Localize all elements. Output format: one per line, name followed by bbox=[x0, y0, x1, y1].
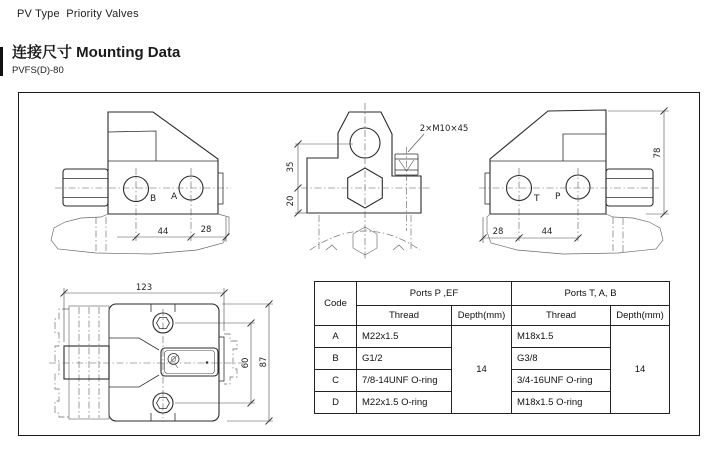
port-a-label: A bbox=[171, 192, 178, 202]
code-cell: A bbox=[315, 326, 357, 348]
dim-87: 87 bbox=[259, 356, 269, 368]
adjust-knob bbox=[63, 169, 108, 206]
p-depth-cell: 14 bbox=[452, 326, 512, 414]
dim-28-left: 28 bbox=[200, 225, 212, 235]
bolt-note-label: 2×M10×45 bbox=[419, 124, 469, 134]
valve-body-outline-right bbox=[490, 110, 606, 214]
header-depth-p: Depth(mm) bbox=[452, 306, 512, 326]
drawing-frame bbox=[18, 92, 700, 436]
header-thread-p: Thread bbox=[357, 306, 452, 326]
dim-20: 20 bbox=[286, 195, 296, 207]
p-thread-cell: M22x1.5 bbox=[357, 326, 452, 348]
dim-44-right: 44 bbox=[541, 227, 553, 237]
valve-body-outline bbox=[108, 112, 218, 214]
port-b-label: B bbox=[150, 194, 157, 204]
port-p-label: P bbox=[555, 192, 561, 202]
dim-123: 123 bbox=[135, 283, 153, 293]
side-view-right bbox=[479, 108, 669, 255]
header-ports-p-ef: Ports P ,EF bbox=[357, 282, 512, 306]
valve-front-outline bbox=[307, 112, 421, 213]
doc-title: PV Type Priority Valves bbox=[17, 8, 139, 20]
code-cell: B bbox=[315, 348, 357, 370]
dim-78: 78 bbox=[653, 147, 663, 159]
header-code: Code bbox=[315, 282, 357, 326]
port-spec-table bbox=[314, 281, 670, 414]
t-depth-cell: 14 bbox=[611, 326, 670, 414]
code-cell: C bbox=[315, 370, 357, 392]
adjust-knob-right bbox=[606, 169, 653, 206]
p-thread-cell: M22x1.5 O-ring bbox=[357, 392, 452, 414]
side-view-left bbox=[51, 112, 231, 254]
dim-60: 60 bbox=[241, 357, 251, 369]
p-thread-cell: G1/2 bbox=[357, 348, 452, 370]
dim-28-right: 28 bbox=[492, 227, 504, 237]
dim-44-left: 44 bbox=[157, 227, 169, 237]
t-thread-cell: 3/4-16UNF O-ring bbox=[512, 370, 611, 392]
top-view bbox=[49, 283, 273, 425]
p-thread-cell: 7/8-14UNF O-ring bbox=[357, 370, 452, 392]
t-thread-cell: G3/8 bbox=[512, 348, 611, 370]
dim-35: 35 bbox=[286, 161, 296, 173]
nameplate bbox=[161, 348, 218, 376]
shaft bbox=[64, 346, 109, 379]
code-cell: D bbox=[315, 392, 357, 414]
valve-top-outline bbox=[109, 304, 219, 421]
section-title: 连接尺寸 Mounting Data bbox=[12, 44, 181, 61]
subplate-phantom-right bbox=[487, 214, 663, 254]
port-t-label: T bbox=[534, 194, 540, 204]
t-thread-cell: M18x1.5 bbox=[512, 326, 611, 348]
page-edge-mark bbox=[0, 47, 3, 76]
front-view bbox=[286, 103, 468, 259]
spec-table bbox=[314, 281, 670, 414]
bolt-leader-line bbox=[408, 134, 424, 152]
table-row bbox=[315, 326, 670, 348]
t-thread-cell: M18x1.5 O-ring bbox=[512, 392, 611, 414]
header-thread-t: Thread bbox=[512, 306, 611, 326]
header-ports-t-a-b: Ports T, A, B bbox=[512, 282, 670, 306]
model-code: PVFS(D)-80 bbox=[12, 65, 64, 76]
header-depth-t: Depth(mm) bbox=[611, 306, 670, 326]
